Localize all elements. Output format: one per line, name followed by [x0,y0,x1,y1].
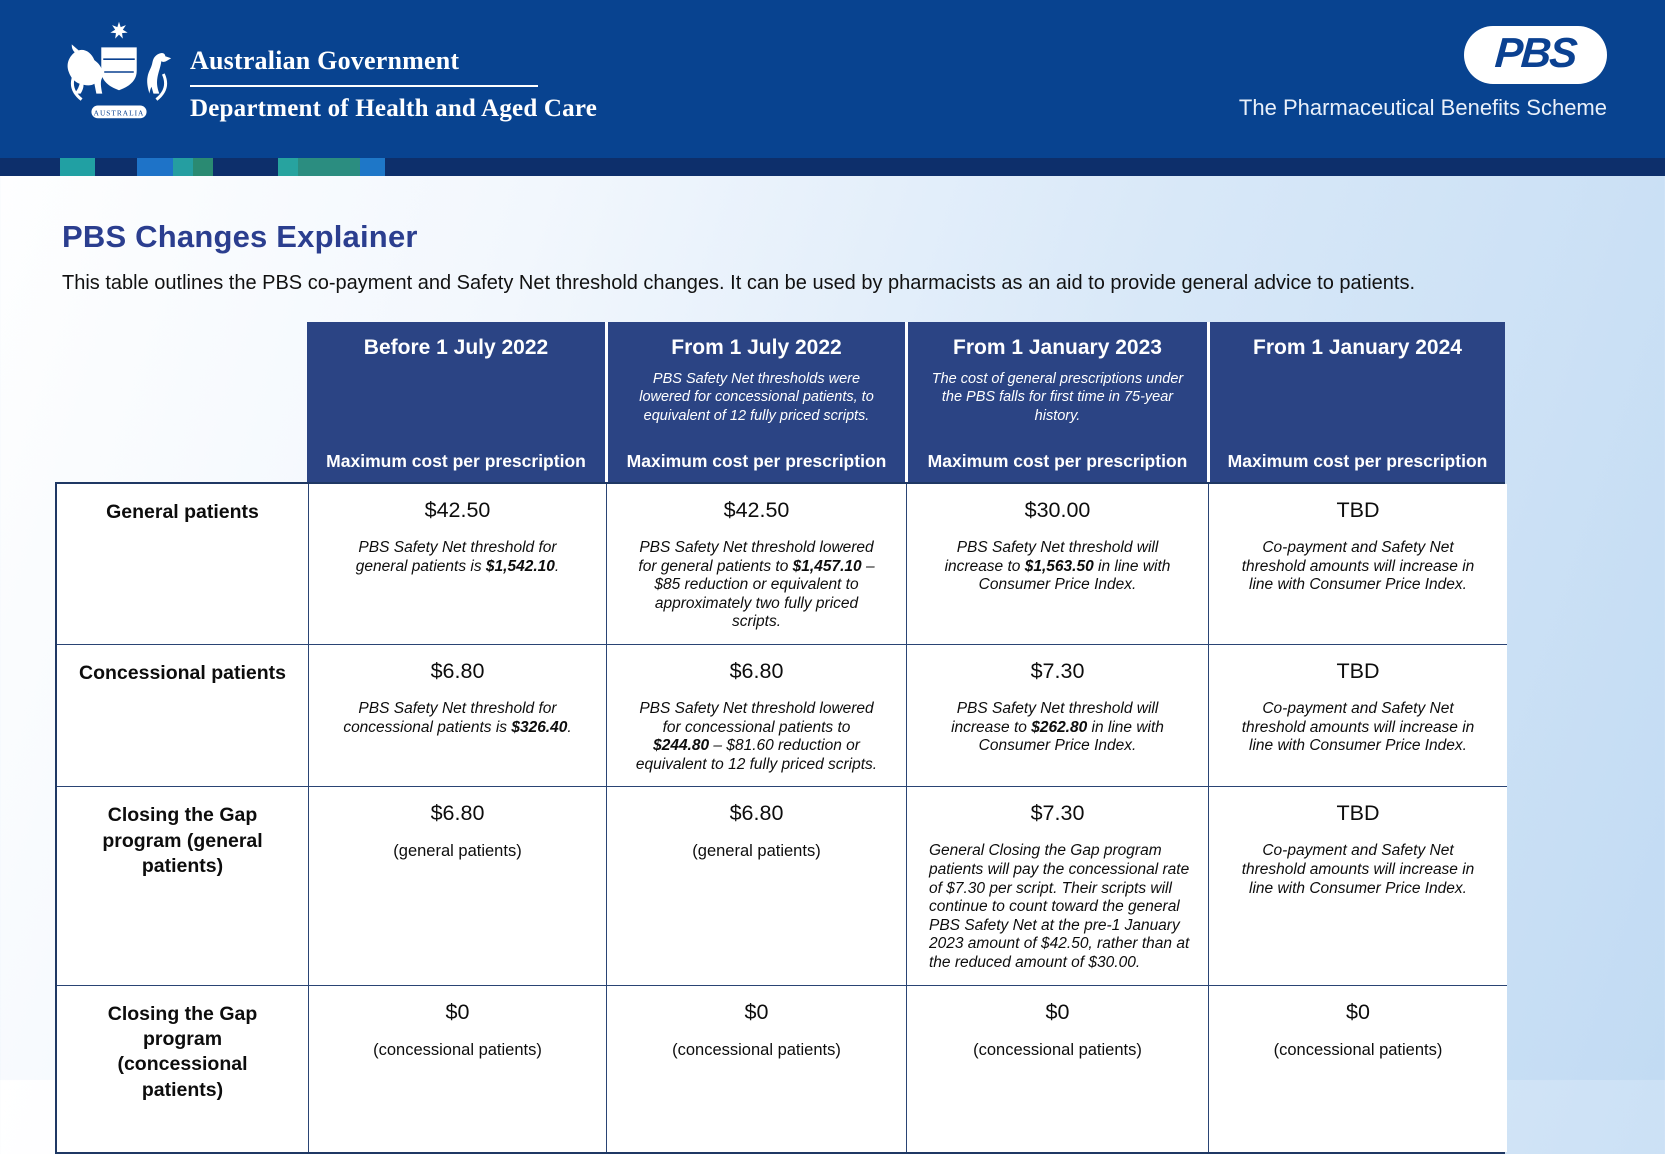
table-cell [907,787,1209,985]
pbs-tagline: The Pharmaceutical Benefits Scheme [1238,95,1607,120]
cell-value: $0 [1346,999,1370,1024]
cell-note: Co-payment and Safety Net threshold amounts will increase in line with Consumer Price Index. [1241,539,1475,594]
cell-value: $42.50 [723,498,790,522]
page-title: PBS Changes Explainer [62,219,418,254]
cell-value: $7.30 [1030,801,1085,826]
column-header-from-1-january-2023 [905,322,1207,482]
cell-note: Co-payment and Safety Net threshold amounts will increase in line with Consumer Price Index. [1241,842,1475,897]
strip-segment [213,158,278,176]
cell-note: (general patients) [692,842,821,861]
table-cell [607,484,907,645]
row-label: Concessional patients [57,645,309,787]
cell-value: TBD [1336,801,1380,826]
page-intro: This table outlines the PBS co-payment and Safety Net threshold changes. It can be used by pharmacists as an aid to provide general advice to patients. [62,272,1416,294]
table-cell [1209,484,1507,645]
cell-value: $6.80 [729,658,784,683]
strip-segment [193,158,213,176]
table-cell [1209,986,1507,1152]
cell-value: $6.80 [430,801,485,826]
strip-segment [137,158,173,176]
strip-segment [60,158,95,176]
cell-value: $7.30 [1030,658,1085,683]
column-header-before-1-july-2022 [307,322,605,482]
cell-value: $0 [445,999,470,1024]
color-strip [0,158,1665,176]
table-row-general-patients [57,484,1503,645]
pbs-logo [1464,26,1607,84]
cell-note: (concessional patients) [1273,1040,1443,1059]
cell-note: PBS Safety Net threshold lowered for general patients to $1,457.10 – $85 reduction or equivalent to approximately two fully priced scripts. [638,539,875,631]
row-label: Closing the Gap program (concessional patients) [57,986,309,1152]
crest-emu [147,53,171,94]
cell-value: $42.50 [424,498,491,522]
cell-value: TBD [1336,498,1380,522]
table-cell [607,787,907,985]
cell-note: (concessional patients) [973,1040,1142,1059]
cell-note: (general patients) [393,842,522,861]
cell-note: PBS Safety Net threshold will increase to $1,563.50 in line with Consumer Price Index. [944,539,1171,594]
table-cell [907,484,1209,645]
row-label: General patients [57,484,309,645]
table-row-closing-gap-concessional [57,986,1503,1152]
table-cell [1209,645,1507,787]
department-name: Department of Health and Aged Care [190,95,597,122]
crest-scroll-text: AUSTRALIA [93,108,145,118]
strip-segment [173,158,193,176]
strip-segment [298,158,360,176]
cell-value: TBD [1336,658,1380,683]
cell-note: General Closing the Gap program patients will pay the concessional rate of $7.30 per script. Their scripts will continue to count toward the general PBS Safety Net at the pre-1 January 2023 amount of $42.50, rather than at the reduced amount of $30.00. [929,842,1190,971]
column-header-from-1-january-2024 [1207,322,1505,482]
cell-note: (concessional patients) [672,1040,841,1059]
column-title: From 1 January 2023 [953,336,1162,359]
column-header-from-1-july-2022 [605,322,905,482]
column-subtitle: The cost of general prescriptions under the PBS falls for first time in 75-year history. [931,371,1184,424]
cell-note: PBS Safety Net threshold lowered for concessional patients to $244.80 – $81.60 reduction or equivalent to 12 fully priced scripts. [635,699,878,773]
column-subtitle: PBS Safety Net thresholds were lowered for concessional patients, to equivalent of 12 fully priced scripts. [639,371,874,424]
header-banner [0,0,1665,158]
max-cost-label: Maximum cost per prescription [927,451,1188,471]
row-label: Closing the Gap program (general patients) [57,787,309,985]
table-cell [1209,787,1507,985]
column-title: From 1 January 2024 [1253,336,1462,359]
agency-name: Australian Government [190,46,460,75]
strip-segment [278,158,298,176]
strip-segment [95,158,137,176]
max-cost-label: Maximum cost per prescription [326,451,586,471]
table-cell [309,484,607,645]
strip-segment [385,158,1665,176]
table-cell [309,986,607,1152]
max-cost-label: Maximum cost per prescription [1227,451,1488,471]
cell-value: $6.80 [729,801,784,826]
cell-value: $6.80 [430,658,485,683]
cell-note: (concessional patients) [373,1040,542,1059]
cell-note: PBS Safety Net threshold for general patients is $1,542.10. [355,539,560,575]
table-body [55,482,1505,1154]
cell-note: PBS Safety Net threshold will increase to $262.80 in line with Consumer Price Index. [951,699,1164,755]
max-cost-label: Maximum cost per prescription [626,451,887,471]
table-cell [607,986,907,1152]
table-row-closing-gap-general [57,787,1503,985]
table-cell [907,645,1209,787]
cell-note: PBS Safety Net threshold for concessional patients is $326.40. [343,699,572,736]
pbs-logo-text: PBS [1493,29,1578,76]
table-cell [907,986,1209,1152]
agency-divider [190,85,538,87]
changes-table [55,322,1505,1154]
table-cell [607,645,907,787]
cell-value: $0 [1045,999,1070,1024]
table-cell [309,645,607,787]
strip-segment [0,158,60,176]
strip-segment [360,158,385,176]
cell-note: Co-payment and Safety Net threshold amounts will increase in line with Consumer Price Index. [1241,699,1475,755]
column-title: Before 1 July 2022 [363,336,549,359]
australian-coat-of-arms-icon [55,12,183,130]
table-cell [309,787,607,985]
cell-value: $30.00 [1024,498,1091,522]
table-corner-cell [55,322,307,482]
crest-shield [101,47,136,90]
table-header-row [55,322,1505,482]
column-title: From 1 July 2022 [671,336,842,359]
table-row-concessional-patients [57,645,1503,787]
cell-value: $0 [744,999,769,1024]
